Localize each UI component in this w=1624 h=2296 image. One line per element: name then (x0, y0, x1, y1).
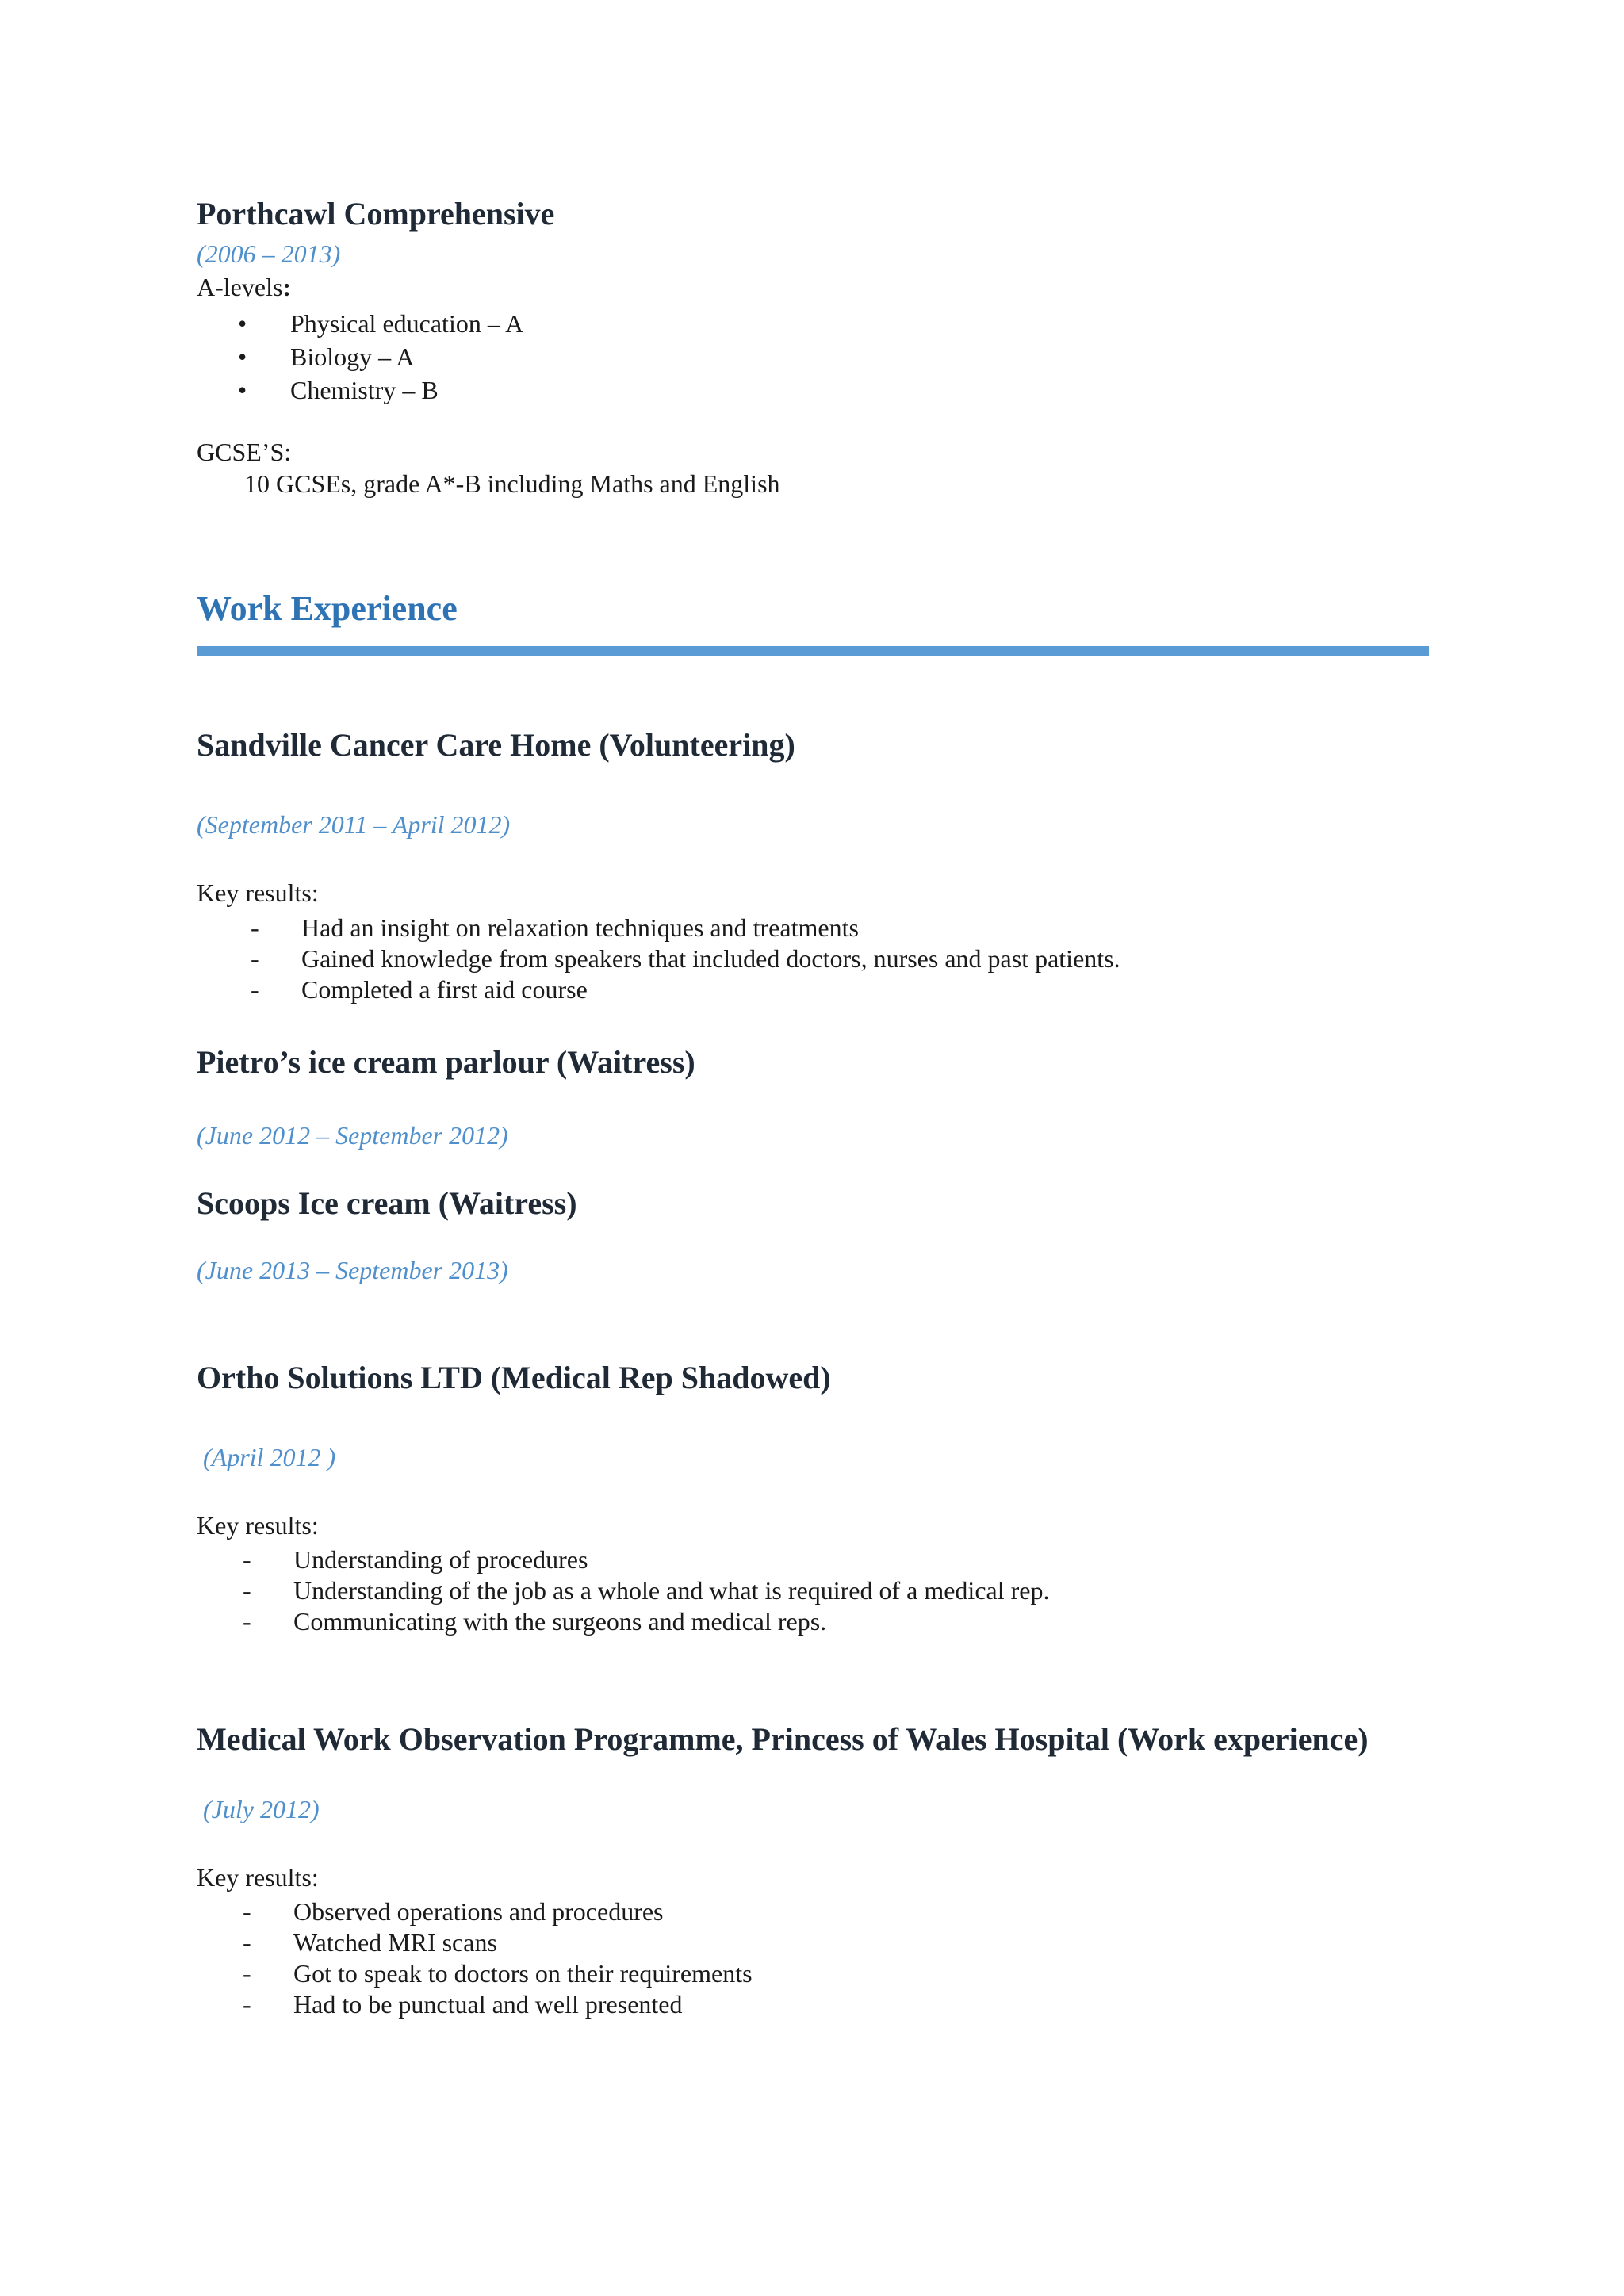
key-results-label: Key results: (197, 1863, 319, 1892)
job-dates: (June 2012 – September 2012) (197, 1121, 508, 1150)
section-rule (197, 646, 1429, 656)
job-dates-wrap (197, 1119, 1427, 1151)
dash-marker: - (243, 1959, 251, 1988)
job-entry (197, 1184, 1427, 1223)
gcse-label: GCSE’S: (197, 438, 292, 466)
dash-marker: - (243, 1576, 251, 1605)
dash-marker: - (243, 1545, 251, 1574)
alevel-item (197, 307, 1427, 340)
job-title: Ortho Solutions LTD (Medical Rep Shadowed) (197, 1360, 831, 1395)
alevel-text: Biology – A (290, 342, 415, 371)
result-item (197, 1896, 1427, 1927)
result-text: Watched MRI scans (293, 1928, 497, 1957)
bullet-icon: • (238, 376, 247, 404)
result-item (197, 913, 1427, 943)
job-dates: (September 2011 – April 2012) (197, 810, 511, 839)
education-entry (197, 195, 1427, 233)
result-text: Gained knowledge from speakers that included doctors, nurses and past patients. (301, 944, 1120, 973)
job-dates-wrap (197, 1441, 1427, 1473)
gcse-label-wrap (197, 436, 1427, 468)
key-results-wrap (197, 877, 1427, 909)
result-text: Understanding of procedures (293, 1545, 588, 1574)
job-title: Pietro’s ice cream parlour (Waitress) (197, 1044, 695, 1080)
key-results-wrap (197, 1510, 1427, 1541)
dash-marker: - (251, 913, 259, 942)
alevels-list (197, 307, 1427, 407)
job-dates-wrap (197, 1254, 1427, 1286)
job-entry (197, 1043, 1427, 1081)
bullet-icon: • (238, 309, 247, 338)
results-list (197, 1544, 1427, 1637)
gcse-detail: 10 GCSEs, grade A*-B including Maths and English (244, 469, 780, 498)
job-dates: (July 2012) (203, 1795, 320, 1823)
dash-marker: - (251, 975, 259, 1004)
result-item (197, 1927, 1427, 1958)
result-item (197, 1544, 1427, 1575)
result-text: Understanding of the job as a whole and what is required of a medical rep. (293, 1576, 1050, 1605)
dash-marker: - (243, 1897, 251, 1926)
school-name: Porthcawl Comprehensive (197, 196, 555, 232)
gcse-detail-wrap (197, 468, 1427, 499)
alevel-text: Chemistry – B (290, 376, 439, 404)
job-dates: (April 2012 ) (203, 1443, 336, 1471)
dash-marker: - (243, 1990, 251, 2019)
bullet-icon: • (238, 342, 247, 371)
result-item (197, 974, 1427, 1005)
key-results-label: Key results: (197, 878, 319, 907)
result-text: Got to speak to doctors on their requirements (293, 1959, 753, 1988)
alevels-list-wrap (197, 307, 1427, 407)
alevels-heading (197, 271, 1427, 303)
dash-marker: - (251, 944, 259, 973)
job-title: Medical Work Observation Programme, Princess of Wales Hospital (Work experience) (197, 1721, 1369, 1757)
result-text: Had to be punctual and well presented (293, 1990, 683, 2019)
result-text: Had an insight on relaxation techniques and treatments (301, 913, 859, 942)
results-list (197, 1896, 1427, 2020)
job-title: Scoops Ice cream (Waitress) (197, 1185, 577, 1221)
alevels-label: A-levels (197, 273, 283, 301)
key-results-wrap (197, 1862, 1427, 1893)
result-item (197, 1989, 1427, 2020)
school-dates-wrap (197, 238, 1427, 270)
job-dates: (June 2013 – September 2013) (197, 1256, 508, 1284)
alevel-item (197, 340, 1427, 373)
key-results-label: Key results: (197, 1511, 319, 1540)
job-entry (197, 1359, 1427, 1397)
alevels-colon: : (282, 273, 292, 301)
results-list-wrap (197, 913, 1427, 1005)
alevel-item (197, 373, 1427, 407)
result-text: Completed a first aid course (301, 975, 588, 1004)
job-title: Sandville Cancer Care Home (Volunteering) (197, 727, 795, 763)
job-entry (197, 726, 1427, 764)
result-text: Communicating with the surgeons and medical reps. (293, 1607, 827, 1636)
school-dates: (2006 – 2013) (197, 239, 341, 268)
results-list (197, 913, 1427, 1005)
section-header (197, 588, 1427, 629)
job-entry (197, 1720, 1427, 1758)
job-dates-wrap (197, 809, 1427, 840)
work-experience-heading: Work Experience (197, 589, 458, 628)
dash-marker: - (243, 1928, 251, 1957)
result-text: Observed operations and procedures (293, 1897, 664, 1926)
result-item (197, 1958, 1427, 1989)
dash-marker: - (243, 1607, 251, 1636)
result-item (197, 1606, 1427, 1637)
results-list-wrap (197, 1544, 1427, 1637)
results-list-wrap (197, 1896, 1427, 2020)
result-item (197, 943, 1427, 974)
job-dates-wrap (197, 1793, 1427, 1825)
alevel-text: Physical education – A (290, 309, 524, 338)
result-item (197, 1575, 1427, 1606)
